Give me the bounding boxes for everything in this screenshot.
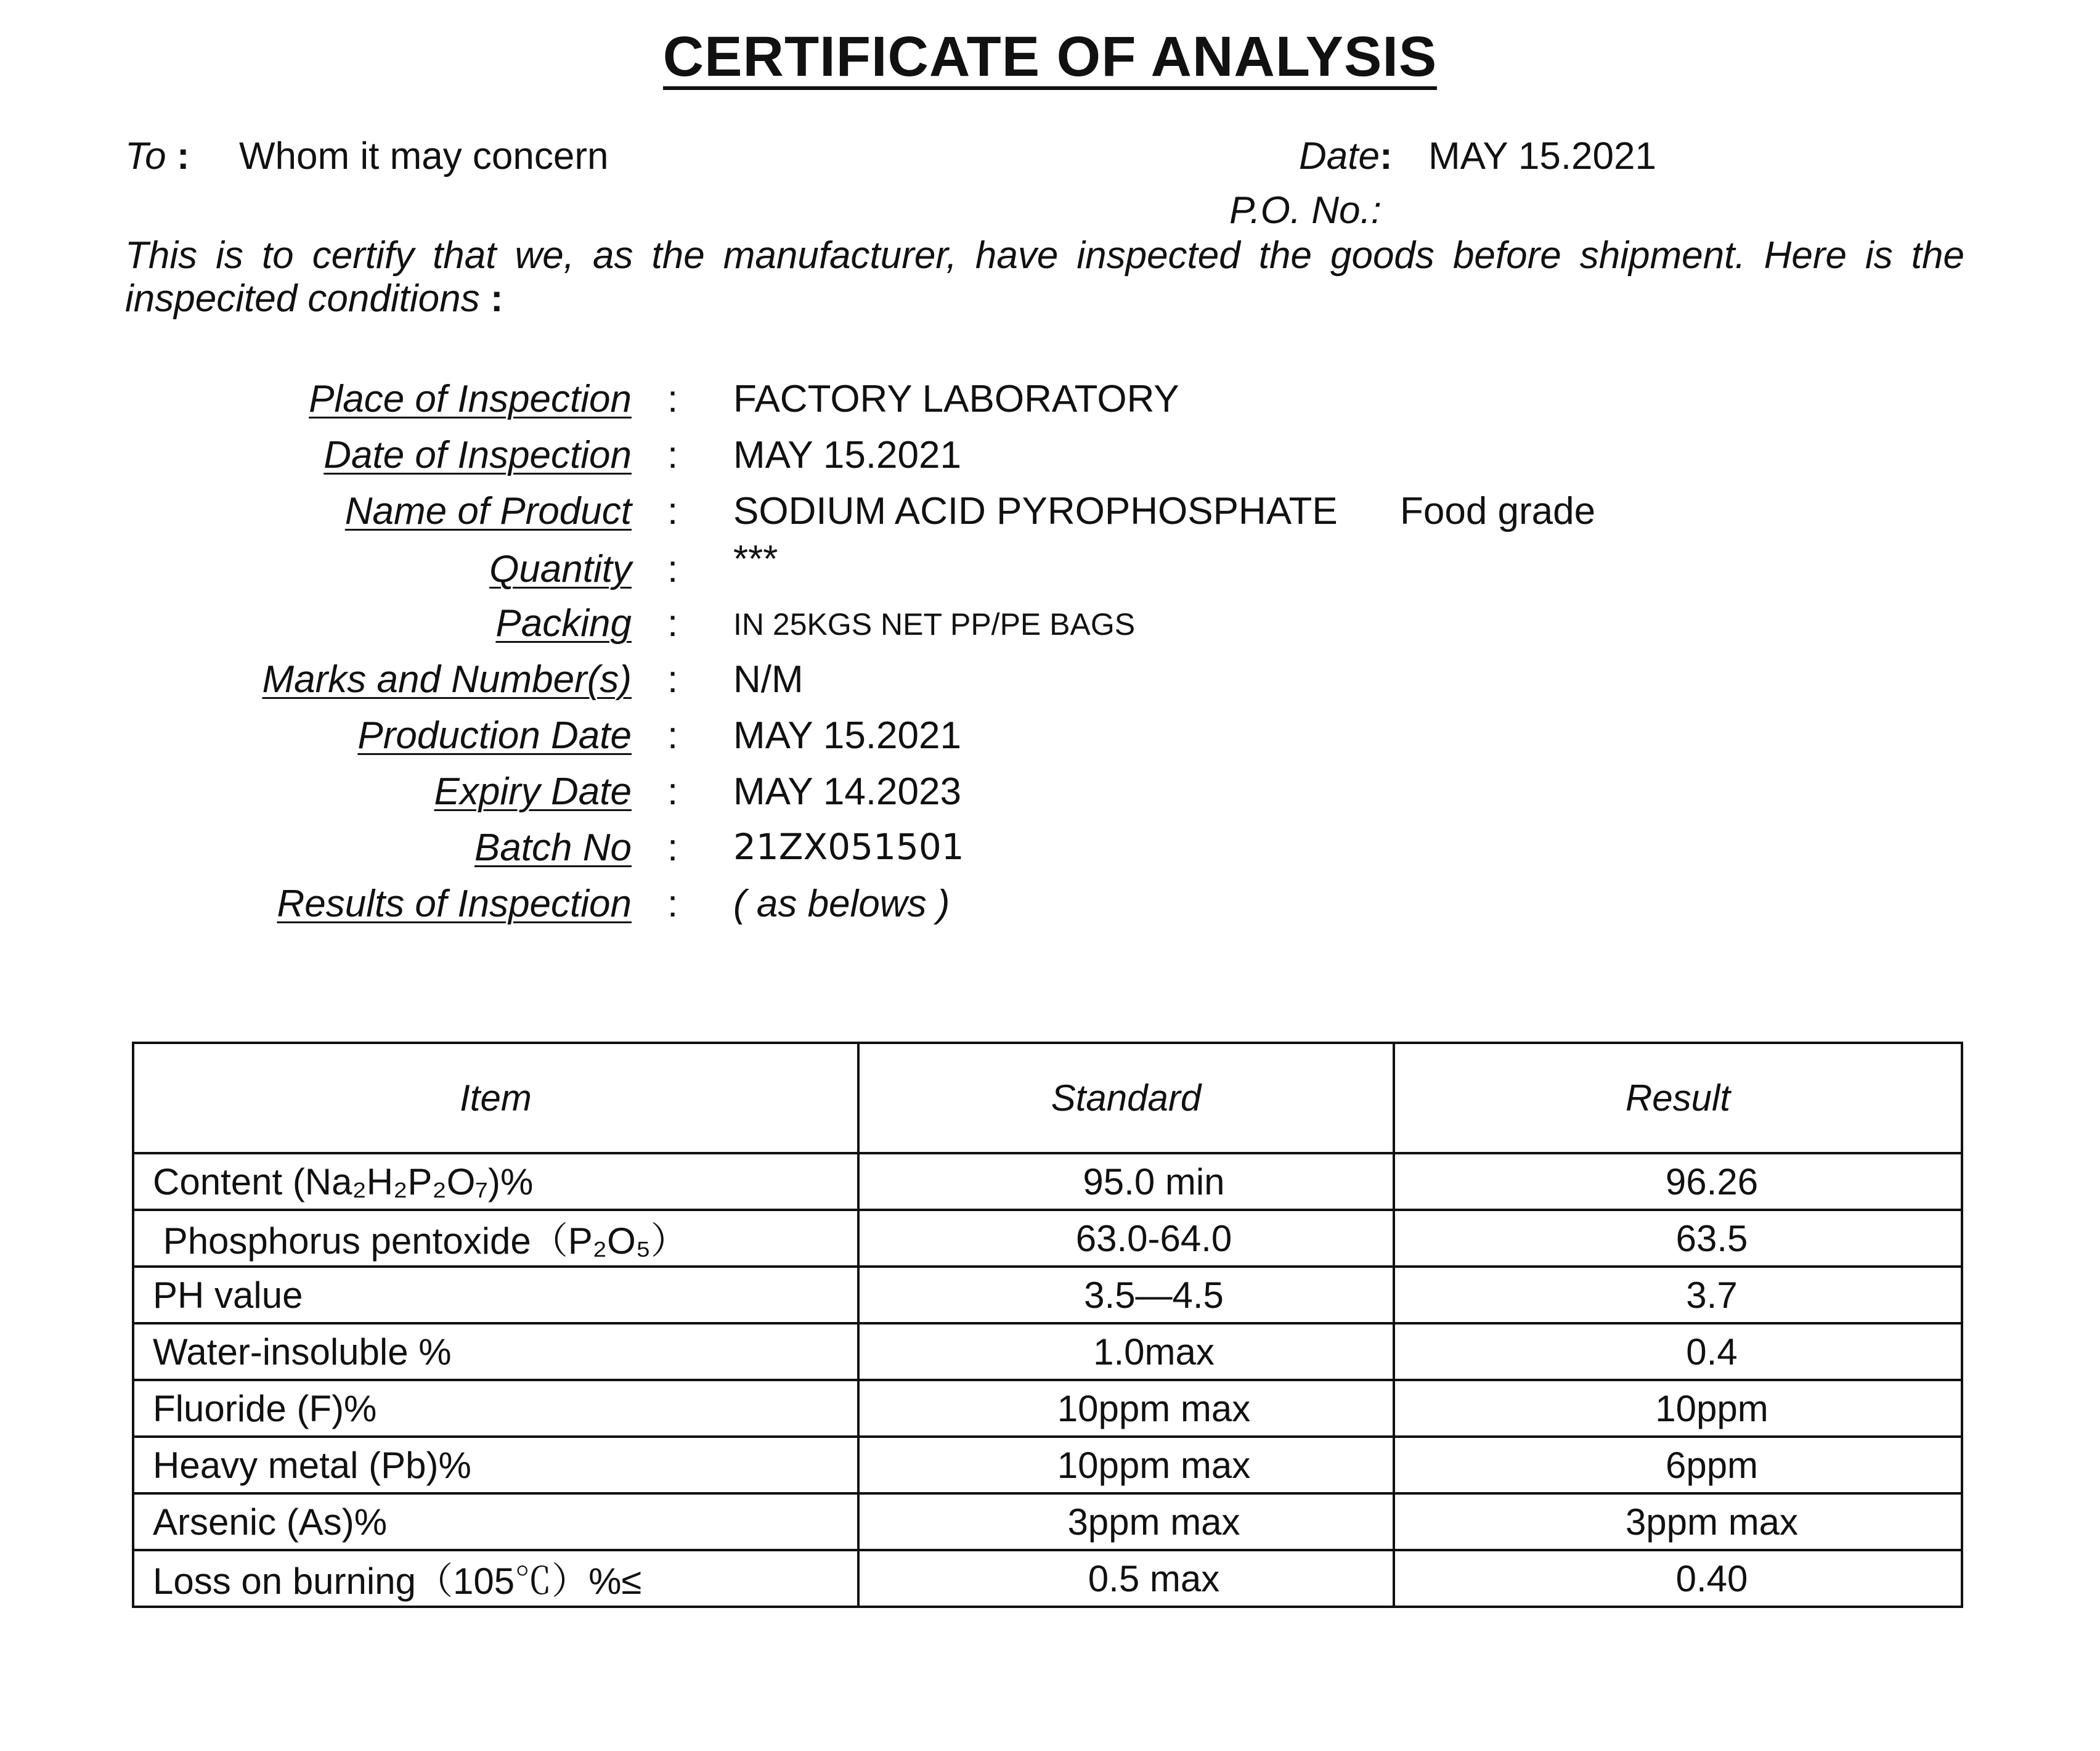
to-label: To : (125, 135, 190, 178)
cell-result: 6ppm (1394, 1437, 1962, 1493)
intro-colon: : (490, 277, 503, 320)
field-label: Results of Inspection (277, 883, 632, 925)
table-row (133, 1493, 1962, 1550)
cell-item: Arsenic (As)% (133, 1493, 858, 1550)
cell-result: 0.40 (1394, 1550, 1962, 1607)
field-value: MAY 14.2023 (733, 770, 961, 813)
cell-standard: 0.5 max (858, 1550, 1394, 1607)
header-standard: Standard (858, 1043, 1394, 1153)
field-colon: : (667, 602, 678, 645)
table-row (133, 1323, 1962, 1380)
field-label: Name of Product (344, 490, 632, 533)
field-colon: : (667, 658, 678, 701)
date-colon: : (1379, 135, 1393, 178)
intro-paragraph (125, 234, 1964, 320)
field-label: Expiry Date (434, 770, 632, 813)
field-label: Quantity (489, 548, 632, 590)
cell-item: Content (Na₂H₂P₂O₇)% (133, 1153, 858, 1210)
cell-standard: 10ppm max (858, 1437, 1394, 1493)
cell-standard: 63.0-64.0 (858, 1210, 1394, 1267)
field-colon: : (667, 548, 678, 590)
cell-item: Fluoride (F)% (133, 1380, 858, 1437)
cell-standard: 10ppm max (858, 1380, 1394, 1437)
cell-item: PH value (133, 1267, 858, 1323)
field-value: MAY 15.2021 (733, 434, 961, 476)
field-label: Packing (495, 602, 632, 645)
field-label: Batch No (474, 827, 632, 869)
table-header-row (133, 1043, 1962, 1153)
cell-standard: 95.0 min (858, 1153, 1394, 1210)
intro-text: This is to certify that we, as the manufacturer, have inspected the goods before shipment. Here is the inspecited conditions (125, 234, 1964, 320)
field-label: Date of Inspection (324, 434, 632, 476)
cell-result: 0.4 (1394, 1323, 1962, 1380)
cell-result: 63.5 (1394, 1210, 1962, 1267)
field-colon: : (667, 883, 678, 925)
table-row (133, 1550, 1962, 1607)
cell-standard: 3.5—4.5 (858, 1267, 1394, 1323)
header-result: Result (1394, 1043, 1962, 1153)
cell-item: Phosphorus pentoxide（P₂O₅） (133, 1210, 858, 1267)
field-label: Production Date (357, 714, 632, 757)
cell-item: Heavy metal (Pb)% (133, 1437, 858, 1493)
table-row (133, 1153, 1962, 1210)
product-grade: Food grade (1400, 490, 1596, 533)
table-row (133, 1267, 1962, 1323)
results-table (132, 1042, 1963, 1608)
field-value: SODIUM ACID PYROPHOSPHATE (733, 490, 1338, 533)
cell-item: Water-insoluble % (133, 1323, 858, 1380)
po-label: P.O. No.: (1229, 189, 1382, 232)
to-value: Whom it may concern (239, 135, 609, 178)
table-row (133, 1210, 1962, 1267)
field-colon: : (667, 827, 678, 869)
cell-result: 10ppm (1394, 1380, 1962, 1437)
header-item: Item (133, 1043, 858, 1153)
field-colon: : (667, 714, 678, 757)
document-title (0, 25, 2100, 90)
field-label: Place of Inspection (309, 378, 632, 420)
field-value: FACTORY LABORATORY (733, 378, 1179, 420)
field-colon: : (667, 378, 678, 420)
date-label: Date: (1299, 135, 1393, 178)
field-value: ( as belows ) (733, 883, 950, 925)
table-row (133, 1437, 1962, 1493)
field-label: Marks and Number(s) (262, 658, 632, 701)
to-colon: : (176, 135, 190, 178)
field-colon: : (667, 770, 678, 813)
field-colon: : (667, 434, 678, 476)
field-value: IN 25KGS NET PP/PE BAGS (733, 607, 1136, 642)
cell-result: 96.26 (1394, 1153, 1962, 1210)
field-value: MAY 15.2021 (733, 714, 961, 757)
table-row (133, 1380, 1962, 1437)
cell-item: Loss on burning（105℃）%≤ (133, 1550, 858, 1607)
document-title-text: CERTIFICATE OF ANALYSIS (663, 28, 1438, 90)
field-value: N/M (733, 658, 804, 701)
cell-result: 3ppm max (1394, 1493, 1962, 1550)
cell-result: 3.7 (1394, 1267, 1962, 1323)
cell-standard: 3ppm max (858, 1493, 1394, 1550)
field-colon: : (667, 490, 678, 533)
cell-standard: 1.0max (858, 1323, 1394, 1380)
field-value: *** (733, 538, 778, 581)
field-value: 21ZX051501 (733, 826, 964, 868)
date-value: MAY 15.2021 (1428, 135, 1656, 178)
